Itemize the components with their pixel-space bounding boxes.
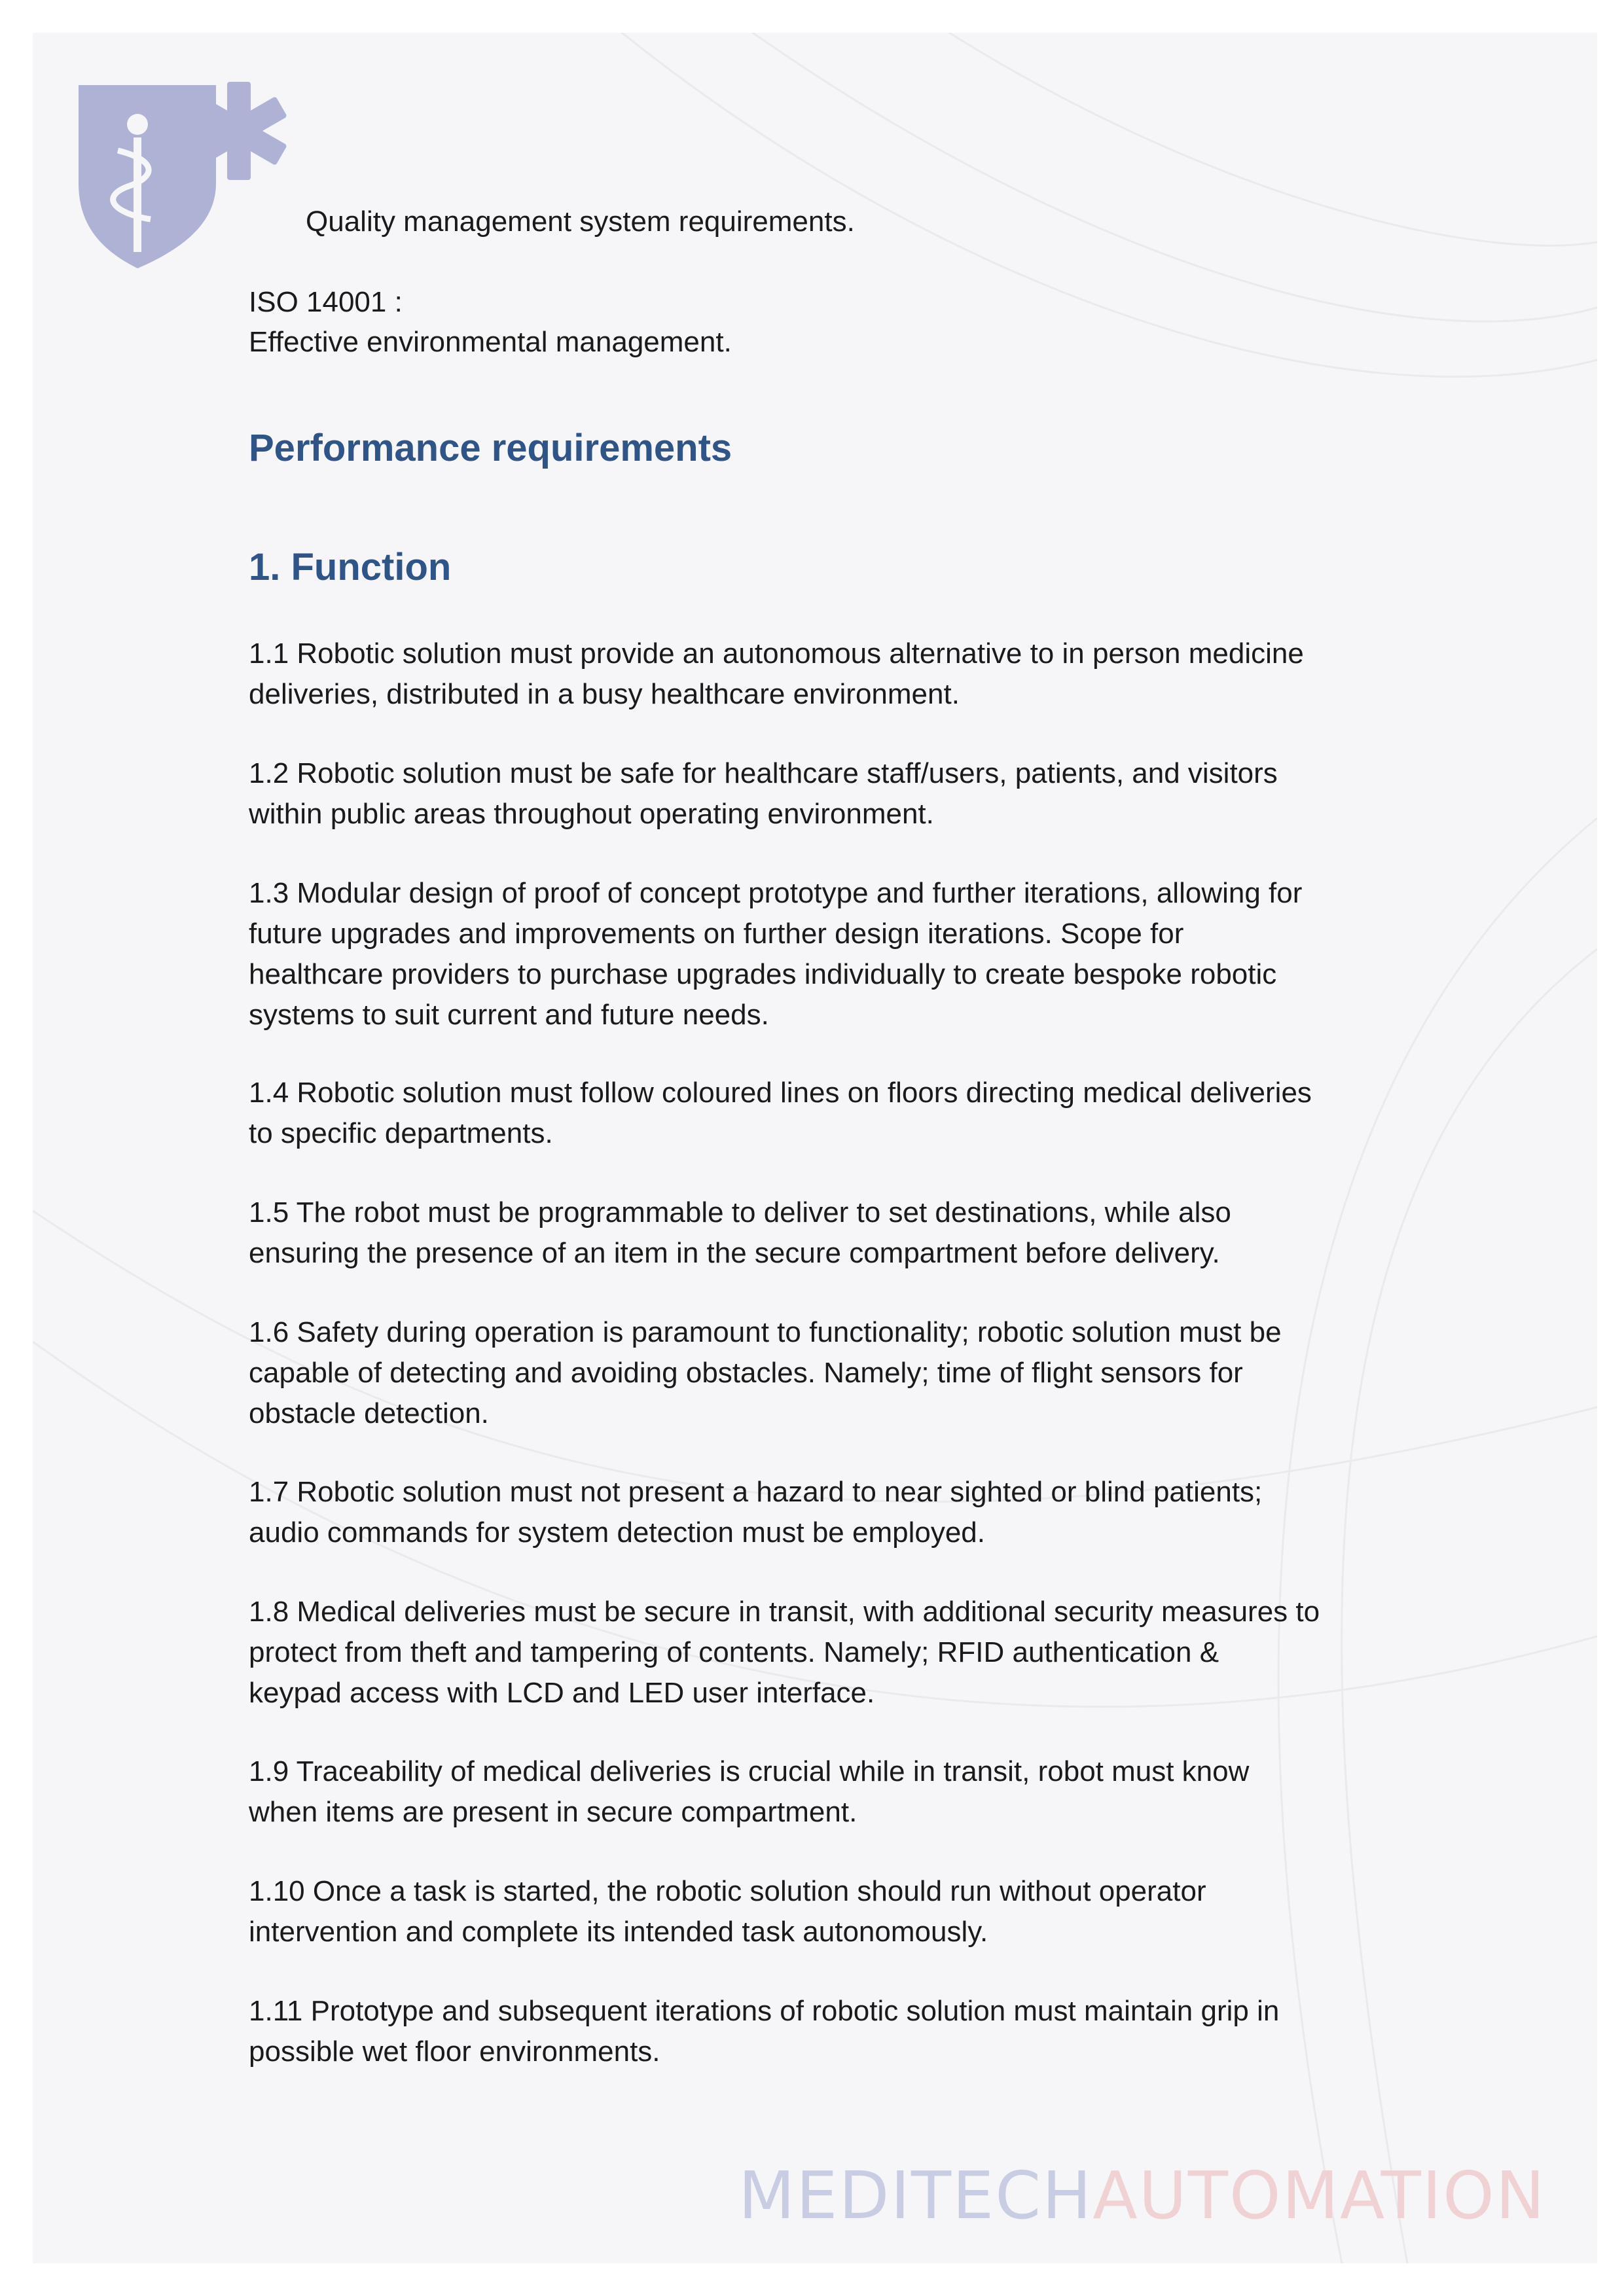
requirement-1-3: 1.3 Modular design of proof of concept prototype and further iterations, allowing for future upgrades and improvements on further design iterations. Scope for healthcare providers to purchase upgrades individually to create bespoke robotic systems to suit current and future needs. — [249, 877, 1303, 1031]
function-heading: 1. Function — [249, 546, 452, 588]
requirement-1-5: 1.5 The robot must be programmable to deliver to set destinations, while also ensuring the presence of an item in the secure compartment before delivery. — [249, 1196, 1231, 1269]
shield-caduceus-star-of-life-icon — [72, 59, 301, 275]
requirement-1-4: 1.4 Robotic solution must follow coloured lines on floors directing medical deliveries to specific departments. — [249, 1077, 1312, 1149]
document-page — [33, 33, 1597, 2263]
brand-wordmark — [738, 2157, 1597, 2234]
brand-automation: AUTOMATION — [1092, 2157, 1546, 2234]
requirement-1-9: 1.9 Traceability of medical deliveries is crucial while in transit, robot must know when items are present in secure compartment. — [249, 1755, 1250, 1828]
requirement-1-6: 1.6 Safety during operation is paramount to functionality; robotic solution must be capable of detecting and avoiding obstacles. Namely; time of flight sensors for obstacle detection. — [249, 1316, 1282, 1429]
requirement-1-1: 1.1 Robotic solution must provide an autonomous alternative to in person medicine deliveries, distributed in a busy healthcare environment. — [249, 637, 1304, 710]
performance-heading: Performance requirements — [249, 427, 732, 469]
iso-description: Effective environmental management. — [249, 326, 732, 358]
qms-line: Quality management system requirements. — [306, 206, 855, 238]
requirement-1-7: 1.7 Robotic solution must not present a hazard to near sighted or blind patients; audio commands for system detection must be employed. — [249, 1476, 1263, 1549]
requirement-1-11: 1.11 Prototype and subsequent iterations of robotic solution must maintain grip in possible wet floor environments. — [249, 1995, 1280, 2068]
requirement-1-2: 1.2 Robotic solution must be safe for healthcare staff/users, patients, and visitors within public areas throughout operating environment. — [249, 757, 1278, 830]
brand-meditech: MEDITECH — [738, 2157, 1093, 2234]
requirement-1-8: 1.8 Medical deliveries must be secure in transit, with additional security measures to protect from theft and tampering of contents. Namely; RFID authentication & keypad access with LCD and LED user interface. — [249, 1596, 1320, 1709]
requirement-1-10: 1.10 Once a task is started, the robotic solution should run without operator intervention and complete its intended task autonomously. — [249, 1875, 1206, 1948]
iso-title: ISO 14001 : — [249, 286, 403, 318]
